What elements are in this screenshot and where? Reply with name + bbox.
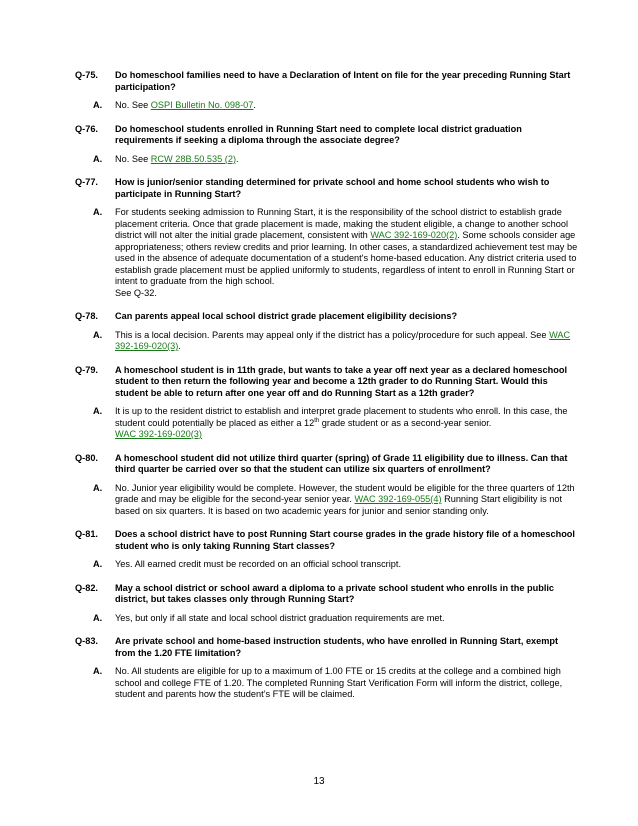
answer <box>75 154 578 166</box>
question-number: Q-82. <box>75 582 98 593</box>
answer-text-part: No. See <box>115 153 151 164</box>
question-text: Can parents appeal local school district grade placement eligibility decisions? <box>115 311 458 321</box>
page-number: 13 <box>313 776 325 787</box>
qa-item <box>75 453 578 518</box>
answer-label: A. <box>93 612 103 623</box>
question-text: A homeschool student did not utilize third quarter (spring) of Grade 11 eligibility due to illness. Can that third quarter be carried over so that the student can utilize six quarters of enrollment? <box>115 452 568 474</box>
question-number: Q-75. <box>75 70 98 80</box>
answer-text-part: This is a local decision. Parents may appeal only if the district has a policy/procedure for such appeal. See <box>115 329 550 340</box>
question-text: Does a school district have to post Running Start course grades in the grade history file of a homeschool student who is only taking Running Start classes? <box>115 529 575 551</box>
answer-text <box>115 154 578 166</box>
question <box>75 365 578 400</box>
question-number: Q-78. <box>75 311 98 321</box>
answer <box>75 483 578 518</box>
reference-link[interactable]: WAC 392-169-020(2) <box>370 230 458 240</box>
question-number: Q-83. <box>75 636 98 646</box>
answer-text-part: No. See <box>115 100 151 110</box>
ordinal-superscript: th <box>314 417 320 424</box>
question-text: A homeschool student is in 11th grade, but wants to take a year off next year as a declared homeschool student to then return the following year and become a 12th grader to do Running Start. Would this student be able to return after one year off and do Running Start as a 12th grader? <box>115 364 568 398</box>
reference-link[interactable]: WAC 392-169-020(3) <box>115 429 202 439</box>
answer-text-part: . <box>178 341 181 351</box>
answer-text-part: grade student or as a second-year senior. <box>319 417 492 428</box>
answer <box>75 330 578 353</box>
question <box>75 124 578 147</box>
answer-label: A. <box>93 406 103 416</box>
qa-item <box>75 529 578 571</box>
question-text: Do homeschool families need to have a Declaration of Intent on file for the year preceding Running Start participation? <box>115 70 571 92</box>
reference-link[interactable]: WAC 392-169-020(3) <box>115 329 571 351</box>
answer <box>75 559 578 571</box>
qa-item <box>75 70 578 112</box>
question <box>75 529 578 552</box>
answer-text <box>115 100 578 112</box>
question-number: Q-76. <box>75 123 98 134</box>
reference-link[interactable]: WAC 392-169-055(4) <box>354 494 442 504</box>
question <box>75 583 578 606</box>
answer-label: A. <box>93 482 103 493</box>
answer-text <box>115 483 578 518</box>
answer <box>75 406 578 441</box>
answer-text-part: . <box>253 100 256 110</box>
question <box>75 453 578 476</box>
answer-text-part: It is up to the resident district to establish and interpret grade placement to students who enroll. In this case, the student could potentially be placed as either a 12 <box>115 406 568 428</box>
reference-link[interactable]: OSPI Bulletin No. 098-07 <box>150 100 254 110</box>
question-text: Are private school and home-based instruction students, who have enrolled in Running Start, exempt from the 1.20 FTE limitation? <box>115 636 559 658</box>
question <box>75 636 578 659</box>
question-number: Q-79. <box>75 364 98 375</box>
question-number: Q-81. <box>75 529 98 539</box>
answer-text-part: . <box>236 153 239 164</box>
answer-text <box>115 330 578 353</box>
answer-text-part: . Some schools consider age appropriateness; others review credits and prior learning. In other cases, a standardized achievement test may be used in the absence of adequate documentation of a student's home-based education. Any district criteria used to establish grade placement must be applied uniformly to students, regardless of intent to enroll in Running Start or intent to graduate from the high school. <box>115 230 578 286</box>
question-text: May a school district or school award a diploma to a private school student who enrolls in the public district, but takes classes only through Running Start? <box>115 582 555 604</box>
answer <box>75 207 578 299</box>
answer-label: A. <box>93 207 103 217</box>
answer-text-part: Running Start eligibility is not based on six quarters. It is based on two academic years for junior and senior standing only. <box>115 494 563 516</box>
answer-text-part: No. Junior year eligibility would be complete. However, the student would be eligible for the three quarters of 12th grade and may be eligible for the second-year senior year. <box>115 482 575 504</box>
answer-text <box>115 406 578 441</box>
answer-label: A. <box>93 559 103 569</box>
question-text: How is junior/senior standing determined for private school and home school students who wish to participate in Running Start? <box>115 177 550 199</box>
question <box>75 177 578 200</box>
answer-text-part: For students seeking admission to Running Start, it is the responsibility of the school district to establish grade placement criteria. Once that grade placement is made, making the student eligible, a change to another school district will not alter the initial grade placement, consistent with <box>115 207 569 240</box>
question-number: Q-80. <box>75 452 98 463</box>
qa-item <box>75 124 578 166</box>
question-number: Q-77. <box>75 177 98 187</box>
answer <box>75 666 578 701</box>
answer-label: A. <box>93 153 103 164</box>
question <box>75 311 578 323</box>
answer <box>75 613 578 625</box>
answer-text <box>115 207 578 299</box>
qa-item <box>75 177 578 299</box>
answer-label: A. <box>93 100 103 110</box>
question-text: Do homeschool students enrolled in Running Start need to complete local district graduation requirements if seeking a diploma through the associate degree? <box>115 123 522 145</box>
reference-link[interactable]: RCW 28B.50.535 (2) <box>150 153 237 164</box>
qa-item <box>75 636 578 701</box>
answer <box>75 100 578 112</box>
answer-label: A. <box>93 329 103 340</box>
answer-label: A. <box>93 666 103 676</box>
qa-item <box>75 311 578 353</box>
answer-text: Yes, but only if all state and local school district graduation requirements are met. <box>115 612 445 623</box>
question <box>75 70 578 93</box>
answer-see-also: See Q-32. <box>115 287 157 298</box>
qa-item <box>75 365 578 441</box>
qa-item <box>75 583 578 625</box>
answer-text: No. All students are eligible for up to a maximum of 1.00 FTE or 15 credits at the college and a combined high school and college FTE of 1.20. The completed Running Start Verification Form will inform the district, college, student and parents how the student’s FTE will be claimed. <box>115 666 563 699</box>
answer-text: Yes. All earned credit must be recorded on an official school transcript. <box>115 559 401 569</box>
